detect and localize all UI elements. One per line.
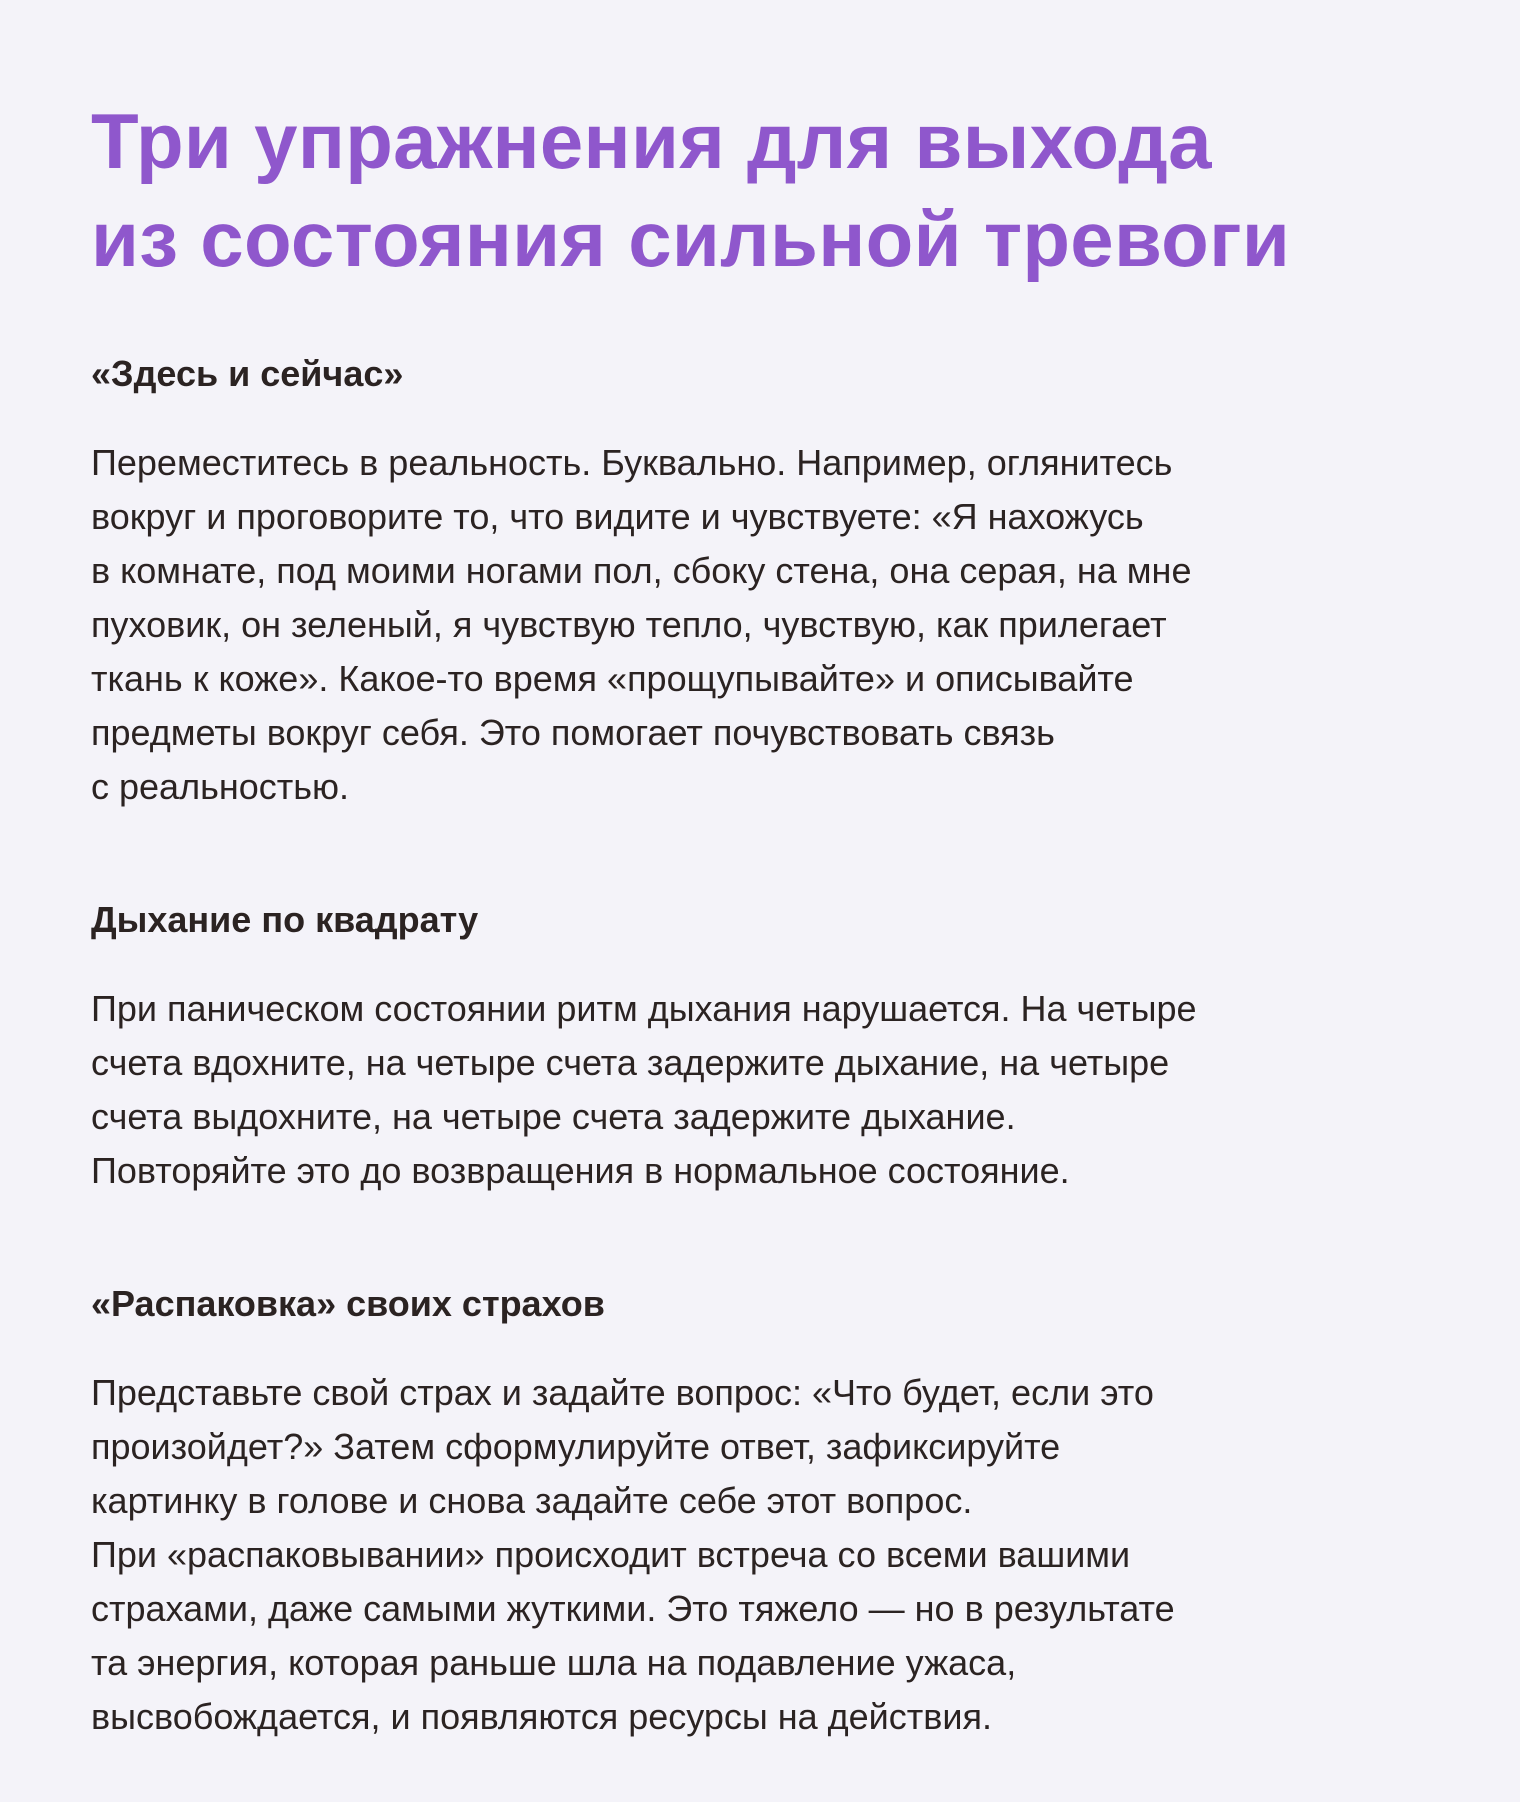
- text-line: При «распаковывании» происходит встреча со всеми вашими: [91, 1534, 1131, 1575]
- text-line: При паническом состоянии ритм дыхания нарушается. На четыре: [91, 988, 1197, 1029]
- text-line: страхами, даже самыми жуткими. Это тяжело — но в результате: [91, 1588, 1175, 1629]
- text-line: предметы вокруг себя. Это помогает почувствовать связь: [91, 712, 1055, 753]
- page-title: [91, 92, 1431, 288]
- text-line: та энергия, которая раньше шла на подавление ужаса,: [91, 1642, 1017, 1683]
- section-heading-unpacking-fears: «Распаковка» своих страхов: [91, 1283, 605, 1324]
- section-heading-square-breathing: Дыхание по квадрату: [91, 899, 479, 940]
- text-line: счета выдохните, на четыре счета задержите дыхание.: [91, 1096, 1016, 1137]
- text-line: счета вдохните, на четыре счета задержите дыхание, на четыре: [91, 1042, 1170, 1083]
- text-line: Повторяйте это до возвращения в нормальное состояние.: [91, 1150, 1070, 1191]
- text-line: картинку в голове и снова задайте себе этот вопрос.: [91, 1480, 973, 1521]
- text-line: вокруг и проговорите то, что видите и чувствуете: «Я нахожусь: [91, 496, 1144, 537]
- section-heading-here-and-now: «Здесь и сейчас»: [91, 353, 404, 394]
- section-text-square-breathing: [91, 982, 1431, 1198]
- text-line: пуховик, он зеленый, я чувствую тепло, чувствую, как прилегает: [91, 604, 1167, 645]
- title-line: Три упражнения для выхода: [91, 97, 1212, 185]
- text-line: в комнате, под моими ногами пол, сбоку стена, она серая, на мне: [91, 550, 1192, 591]
- text-line: Представьте свой страх и задайте вопрос: «Что будет, если это: [91, 1372, 1154, 1413]
- text-line: Переместитесь в реальность. Буквально. Например, оглянитесь: [91, 442, 1173, 483]
- text-line: с реальностью.: [91, 766, 349, 807]
- text-line: ткань к коже». Какое-то время «прощупывайте» и описывайте: [91, 658, 1134, 699]
- text-line: высвобождается, и появляются ресурсы на действия.: [91, 1696, 993, 1737]
- section-text-here-and-now: [91, 436, 1431, 814]
- section-text-unpacking-fears: [91, 1366, 1431, 1744]
- text-line: произойдет?» Затем сформулируйте ответ, зафиксируйте: [91, 1426, 1061, 1467]
- title-line: из состояния сильной тревоги: [91, 195, 1291, 283]
- article: [91, 92, 1431, 1744]
